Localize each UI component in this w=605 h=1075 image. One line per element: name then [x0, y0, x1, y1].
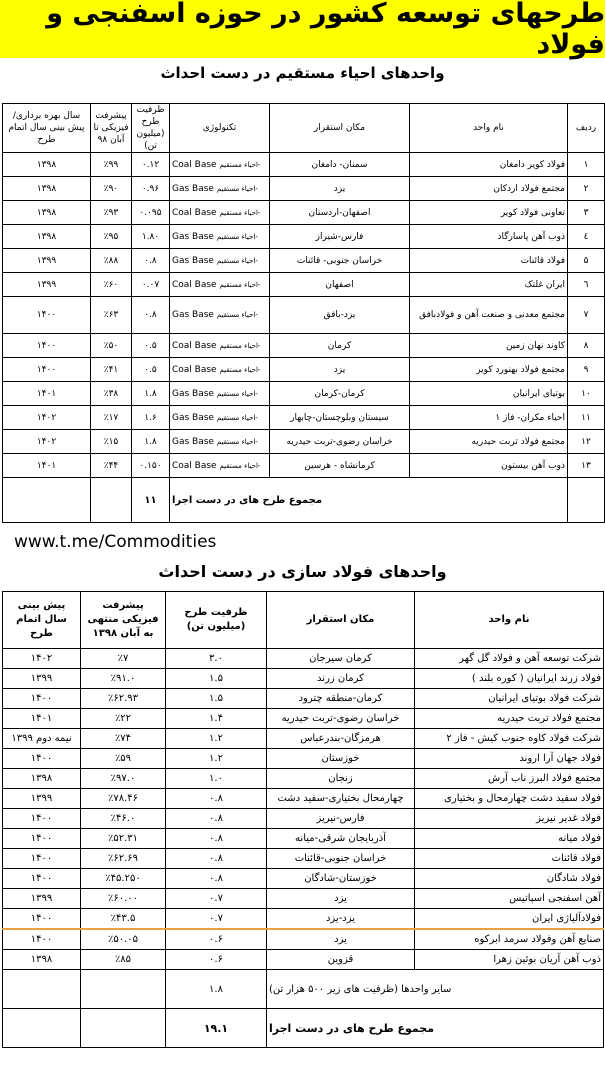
- table-row: [3, 153, 605, 177]
- unit-name: صنایع آهن وفولاد سرمد ابرکوه: [415, 929, 604, 950]
- unit-year: ۱۴۰۰: [3, 809, 81, 829]
- unit-name: مجتمع فولاد تربت حیدریه: [415, 709, 604, 729]
- technology-method: احیاء مستقیم-: [216, 413, 258, 422]
- unit-year: ۱۳۹۸: [3, 769, 81, 789]
- unit-capacity: ۱.۲: [166, 729, 267, 749]
- other-units-label: سایر واحدها (ظرفیت های زیر ۵۰۰ هزار تن): [267, 970, 604, 1009]
- unit-capacity: ۰.۰۹۵: [132, 201, 170, 225]
- total-value: ۱۹.۱: [166, 1009, 267, 1048]
- technology-method: احیاء مستقیم-: [219, 208, 261, 217]
- unit-year: ۱۴۰۲: [3, 406, 91, 430]
- unit-year: ۱۴۰۰: [3, 849, 81, 869]
- unit-location: خراسان رضوی-تربت حیدریه: [270, 430, 410, 454]
- table-row: [3, 297, 605, 334]
- unit-progress: ٪۵۰.۰۵: [81, 929, 166, 950]
- total-label: مجموع طرح های در دست اجرا: [267, 1009, 604, 1048]
- table-row: [3, 749, 604, 769]
- unit-name: ایران غلتک: [410, 273, 568, 297]
- technology-type: Coal Base: [172, 460, 217, 471]
- table-row: [3, 406, 605, 430]
- unit-capacity: ۰.۸: [166, 789, 267, 809]
- table-row: [3, 334, 605, 358]
- unit-year: ۱۴۰۰: [3, 358, 91, 382]
- technology-type: Coal Base: [172, 207, 217, 218]
- unit-technology: [170, 454, 270, 478]
- table-row: [3, 454, 605, 478]
- unit-year: نیمه دوم ۱۳۹۹: [3, 729, 81, 749]
- table-row: [3, 430, 605, 454]
- unit-name: فولاد کویر دامغان: [410, 153, 568, 177]
- technology-method: احیاء مستقیم-: [216, 389, 258, 398]
- technology-type: Coal Base: [172, 364, 217, 375]
- unit-location: فارس-نیریز: [267, 809, 415, 829]
- technology-type: Gas Base: [172, 255, 214, 266]
- other-units-value: ۱.۸: [166, 970, 267, 1009]
- unit-progress: ٪۹۱.۰: [81, 669, 166, 689]
- unit-year: ۱۴۰۰: [3, 909, 81, 930]
- unit-progress: ٪۹۹: [91, 153, 132, 177]
- unit-capacity: ۰.۸: [166, 809, 267, 829]
- unit-location: اصفهان-اردستان: [270, 201, 410, 225]
- table-row: [3, 889, 604, 909]
- unit-capacity: ۰.۸: [166, 849, 267, 869]
- unit-capacity: ۰.۵: [132, 334, 170, 358]
- unit-progress: ٪۹۵: [91, 225, 132, 249]
- unit-year: ۱۴۰۰: [3, 829, 81, 849]
- unit-capacity: ۰.۷: [166, 889, 267, 909]
- row-number: ۱۲: [568, 430, 605, 454]
- technology-type: Gas Base: [172, 436, 214, 447]
- unit-name: فولاد قائنات: [410, 249, 568, 273]
- unit-progress: ٪۱۷: [91, 406, 132, 430]
- technology-method: احیاء مستقیم-: [216, 256, 258, 265]
- table-row: [3, 177, 605, 201]
- unit-name: آهن اسفنجی اسپاتیس: [415, 889, 604, 909]
- unit-name: ذوب آهن بیستون: [410, 454, 568, 478]
- unit-year: ۱۳۹۹: [3, 789, 81, 809]
- unit-location: یزد-یزد: [267, 909, 415, 930]
- unit-progress: ٪۹۷.۰: [81, 769, 166, 789]
- table-row: [3, 669, 604, 689]
- unit-name: مجتمع فولاد بهنورد کویر: [410, 358, 568, 382]
- row-number: ۷: [568, 297, 605, 334]
- unit-year: ۱۴۰۰: [3, 334, 91, 358]
- unit-location: خراسان جنوبی-قائنات: [267, 849, 415, 869]
- technology-method: احیاء مستقیم-: [219, 160, 261, 169]
- unit-capacity: ۰.۰۷: [132, 273, 170, 297]
- unit-capacity: ۰.۸: [166, 829, 267, 849]
- unit-progress: ٪۷۴: [81, 729, 166, 749]
- unit-technology: [170, 177, 270, 201]
- unit-technology: [170, 201, 270, 225]
- unit-progress: ٪۴۳.۵: [81, 909, 166, 930]
- table-row: [3, 950, 604, 970]
- technology-method: احیاء مستقیم-: [216, 184, 258, 193]
- unit-progress: ٪۴۵.۲۵۰: [81, 869, 166, 889]
- row-number: ٦: [568, 273, 605, 297]
- table-row: [3, 201, 605, 225]
- unit-progress: ٪۹۰: [91, 177, 132, 201]
- unit-year: ۱۴۰۰: [3, 869, 81, 889]
- unit-technology: [170, 249, 270, 273]
- total-value: ۱۱: [132, 478, 170, 523]
- unit-progress: ٪۶۰.۰۰: [81, 889, 166, 909]
- unit-name: فولاد جهان آرا اروند: [415, 749, 604, 769]
- unit-technology: [170, 225, 270, 249]
- unit-technology: [170, 358, 270, 382]
- technology-method: احیاء مستقیم-: [216, 232, 258, 241]
- unit-name: مجتمع فولاد البرز ناب آرش: [415, 769, 604, 789]
- technology-type: Coal Base: [172, 340, 217, 351]
- total-row: [3, 478, 605, 523]
- unit-name: فولاد قائنات: [415, 849, 604, 869]
- unit-location: خوزستان-شادگان: [267, 869, 415, 889]
- unit-progress: ٪۴۴: [91, 454, 132, 478]
- unit-year: ۱۳۹۹: [3, 273, 91, 297]
- unit-progress: ٪۵۰: [91, 334, 132, 358]
- unit-name: مجتمع فولاد تربت حیدریه: [410, 430, 568, 454]
- unit-location: خوزستان: [267, 749, 415, 769]
- unit-name: مجتمع معدنی و صنعت آهن و فولادبافق: [410, 297, 568, 334]
- row-number: ۹: [568, 358, 605, 382]
- unit-progress: ٪۶۲.۶۹: [81, 849, 166, 869]
- table-row: [3, 869, 604, 889]
- unit-year: ۱۴۰۱: [3, 454, 91, 478]
- table-row: [3, 709, 604, 729]
- unit-year: ۱۴۰۰: [3, 929, 81, 950]
- unit-capacity: ۰.۷: [166, 909, 267, 930]
- unit-year: ۱۴۰۰: [3, 749, 81, 769]
- unit-location: سیستان وبلوچستان-چابهار: [270, 406, 410, 430]
- unit-location: زنجان: [267, 769, 415, 789]
- table-header-row: [3, 592, 604, 649]
- unit-location: یزد: [267, 889, 415, 909]
- technology-method: احیاء مستقیم-: [216, 437, 258, 446]
- unit-year: ۱۳۹۹: [3, 669, 81, 689]
- unit-capacity: ۱.۸۰: [132, 225, 170, 249]
- unit-capacity: ۰.۱۲: [132, 153, 170, 177]
- unit-progress: ٪۶۰: [91, 273, 132, 297]
- unit-location: کرمان-منطقه چترود: [267, 689, 415, 709]
- unit-location: کرمانشاه - هرسین: [270, 454, 410, 478]
- unit-location: کرمان: [270, 334, 410, 358]
- header-cell: مکان استقرار: [267, 592, 415, 649]
- unit-capacity: ۰.۹۶: [132, 177, 170, 201]
- unit-year: ۱۳۹۸: [3, 153, 91, 177]
- unit-name: فولاد غدیر نیریز: [415, 809, 604, 829]
- header-cell: پیشرفت فیزیکی منتهی به آبان ۱۳۹۸: [81, 592, 166, 649]
- row-number: ۵: [568, 249, 605, 273]
- technology-method: احیاء مستقیم-: [216, 311, 258, 319]
- unit-capacity: ۰.۶: [166, 929, 267, 950]
- table-row: [3, 273, 605, 297]
- unit-location: قزوین: [267, 950, 415, 970]
- row-number: ۲: [568, 177, 605, 201]
- header-cell: ظرفیت طرح (میلیون تن): [166, 592, 267, 649]
- table-row: [3, 849, 604, 869]
- section1-title: واحدهای احیاء مستقیم در دست احداث: [160, 64, 445, 82]
- unit-location: خراسان جنوبی- قائنات: [270, 249, 410, 273]
- section2-title: واحدهای فولاد سازی در دست احداث: [158, 562, 447, 581]
- unit-capacity: ۱.۲: [166, 749, 267, 769]
- unit-progress: ٪۵۲.۳۱: [81, 829, 166, 849]
- technology-method: احیاء مستقیم-: [219, 280, 261, 289]
- unit-location: سمنان- دامغان: [270, 153, 410, 177]
- unit-year: ۱۴۰۱: [3, 382, 91, 406]
- row-number: ٤: [568, 225, 605, 249]
- unit-location: چهارمحال بختیاری-سفید دشت: [267, 789, 415, 809]
- unit-name: مجتمع فولاد اردکان: [410, 177, 568, 201]
- table-row: [3, 382, 605, 406]
- technology-type: Coal Base: [172, 159, 217, 170]
- unit-year: ۱۴۰۰: [3, 297, 91, 334]
- unit-progress: ٪۷۸.۴۶: [81, 789, 166, 809]
- unit-year: ۱۳۹۸: [3, 177, 91, 201]
- technology-type: Gas Base: [172, 412, 214, 423]
- unit-name: فولادآلیاژی ایران: [415, 909, 604, 930]
- unit-name: بوتیای ایرانیان: [410, 382, 568, 406]
- unit-location: کرمان سیرجان: [267, 649, 415, 669]
- technology-type: Gas Base: [172, 183, 214, 194]
- unit-technology: [170, 334, 270, 358]
- table-row: [3, 689, 604, 709]
- row-number: ۸: [568, 334, 605, 358]
- unit-location: یزد: [270, 177, 410, 201]
- unit-name: شرکت فولاد بوتیای ایرانیان: [415, 689, 604, 709]
- unit-year: ۱۳۹۹: [3, 249, 91, 273]
- table-row: [3, 829, 604, 849]
- other-units-row: [3, 970, 604, 1009]
- unit-year: ۱۴۰۲: [3, 430, 91, 454]
- unit-name: شرکت توسعه آهن و فولاد گل گهر: [415, 649, 604, 669]
- unit-technology: [170, 382, 270, 406]
- table-row: [3, 649, 604, 669]
- dri-units-table: [2, 103, 605, 523]
- header-cell: ردیف: [568, 104, 605, 153]
- channel-link[interactable]: www.t.me/Commodities: [14, 532, 217, 552]
- unit-progress: ٪۶۳: [91, 297, 132, 334]
- unit-capacity: ۱.۵: [166, 669, 267, 689]
- unit-progress: ٪۶۲.۹۳: [81, 689, 166, 709]
- banner-title: طرحهای توسعه کشور در حوزه اسفنجی و فولاد: [46, 0, 605, 60]
- technology-method: احیاء مستقیم-: [219, 341, 261, 350]
- header-cell: پیشرفت فیزیکی تا آبان ۹۸: [91, 104, 132, 153]
- unit-name: فولاد شادگان: [415, 869, 604, 889]
- unit-year: ۱۳۹۸: [3, 225, 91, 249]
- header-cell: نام واحد: [415, 592, 604, 649]
- header-cell: تکنولوژی: [170, 104, 270, 153]
- unit-location: هرمزگان-بندرعباس: [267, 729, 415, 749]
- unit-progress: ٪۴۶.۰: [81, 809, 166, 829]
- unit-capacity: ۰.۸: [166, 869, 267, 889]
- header-cell: مکان استقرار: [270, 104, 410, 153]
- unit-technology: [170, 297, 270, 334]
- unit-name: کاوند نهان زمین: [410, 334, 568, 358]
- unit-year: ۱۴۰۰: [3, 689, 81, 709]
- unit-technology: [170, 406, 270, 430]
- table-row: [3, 909, 604, 930]
- unit-year: ۱۴۰۱: [3, 709, 81, 729]
- row-number: ۱: [568, 153, 605, 177]
- unit-location: آذربایجان شرقی-میانه: [267, 829, 415, 849]
- unit-progress: ٪۹۳: [91, 201, 132, 225]
- technology-type: Coal Base: [172, 279, 217, 290]
- unit-progress: ٪۴۱: [91, 358, 132, 382]
- unit-technology: [170, 153, 270, 177]
- unit-capacity: ۰.۸: [132, 249, 170, 273]
- unit-name: فولاد سفید دشت چهارمحال و بختیاری: [415, 789, 604, 809]
- header-cell: پیش بینی سال اتمام طرح: [3, 592, 81, 649]
- unit-technology: [170, 273, 270, 297]
- unit-year: ۱۳۹۸: [3, 950, 81, 970]
- unit-progress: ٪۱۵: [91, 430, 132, 454]
- unit-progress: ٪۸۸: [91, 249, 132, 273]
- unit-name: شرکت فولاد کاوه جنوب کیش - فاز ۲: [415, 729, 604, 749]
- row-number: ۳: [568, 201, 605, 225]
- unit-location: اصفهان: [270, 273, 410, 297]
- table-row: [3, 769, 604, 789]
- unit-location: کرمان-کرمان: [270, 382, 410, 406]
- table-row: [3, 225, 605, 249]
- table-row: [3, 729, 604, 749]
- unit-progress: ٪۷: [81, 649, 166, 669]
- row-number: ۱۰: [568, 382, 605, 406]
- unit-location: فارس-شیراز: [270, 225, 410, 249]
- page-banner: [0, 0, 605, 58]
- table-row: [3, 809, 604, 829]
- unit-capacity: ۱.۸: [132, 430, 170, 454]
- unit-name: فولاد زرند ایرانیان ( کوره بلند ): [415, 669, 604, 689]
- technology-type: Gas Base: [172, 388, 214, 399]
- technology-type: Gas Base: [172, 231, 214, 242]
- row-number: ۱۱: [568, 406, 605, 430]
- unit-name: ذوب آهن آریان بوئین زهرا: [415, 950, 604, 970]
- table-row: [3, 358, 605, 382]
- total-row: [3, 1009, 604, 1048]
- unit-progress: ٪۲۲: [81, 709, 166, 729]
- technology-type: Gas Base: [172, 310, 214, 320]
- unit-capacity: ۳.۰: [166, 649, 267, 669]
- unit-capacity: ۰.۸: [132, 297, 170, 334]
- table-row: [3, 789, 604, 809]
- unit-progress: ٪۳۸: [91, 382, 132, 406]
- steel-units-table: [2, 591, 604, 1048]
- unit-year: ۱۳۹۸: [3, 201, 91, 225]
- table-row: [3, 249, 605, 273]
- unit-technology: [170, 430, 270, 454]
- unit-location: یزد: [267, 929, 415, 950]
- unit-progress: ٪۸۵: [81, 950, 166, 970]
- unit-capacity: ۱.۵: [166, 689, 267, 709]
- header-cell: نام واحد: [410, 104, 568, 153]
- unit-capacity: ۰.۵: [132, 358, 170, 382]
- unit-progress: ٪۵۹: [81, 749, 166, 769]
- header-cell: ظرفیت طرح (میلیون تن): [132, 104, 170, 153]
- unit-capacity: ۱.۰: [166, 769, 267, 789]
- table-row: [3, 929, 604, 950]
- unit-capacity: ۱.۶: [132, 406, 170, 430]
- technology-method: احیاء مستقیم-: [219, 365, 261, 374]
- unit-capacity: ۱.۸: [132, 382, 170, 406]
- row-number: ۱۳: [568, 454, 605, 478]
- unit-capacity: ۰.۱۵۰: [132, 454, 170, 478]
- unit-location: یزد: [270, 358, 410, 382]
- unit-name: ذوب آهن پاسارگاد: [410, 225, 568, 249]
- technology-method: احیاء مستقیم-: [219, 461, 261, 470]
- header-cell: سال بهره برداری/ پیش بینی سال اتمام طرح: [3, 104, 91, 153]
- unit-name: فولاد میانه: [415, 829, 604, 849]
- table-header-row: [3, 104, 605, 153]
- unit-location: یزد-بافق: [270, 297, 410, 334]
- total-label: مجموع طرح های در دست اجرا: [170, 478, 568, 523]
- unit-year: ۱۴۰۲: [3, 649, 81, 669]
- unit-capacity: ۱.۴: [166, 709, 267, 729]
- unit-year: ۱۳۹۹: [3, 889, 81, 909]
- unit-location: خراسان رضوی-تربت حیدریه: [267, 709, 415, 729]
- unit-capacity: ۰.۶: [166, 950, 267, 970]
- unit-name: احیاء مکران- فاز ۱: [410, 406, 568, 430]
- unit-name: تعاونی فولاد کویر: [410, 201, 568, 225]
- unit-location: کرمان زرند: [267, 669, 415, 689]
